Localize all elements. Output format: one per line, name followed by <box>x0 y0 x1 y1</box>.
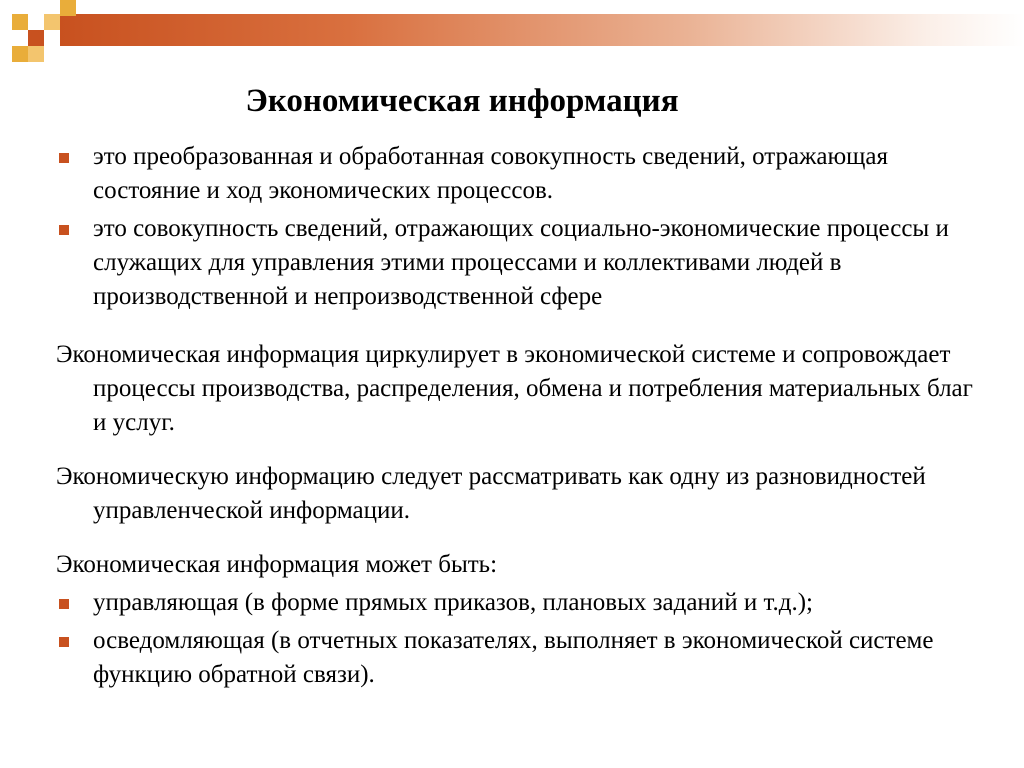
list-item <box>56 624 976 692</box>
definition-text: это преобразованная и обработанная совокупность сведений, отражающая состояние и ход экономических процессов. <box>93 143 888 204</box>
square-bullet-icon <box>59 599 69 609</box>
paragraph-types-intro: Экономическая информация может быть: <box>56 551 498 578</box>
square-bullet-icon <box>59 637 69 647</box>
slide-title: Экономическая информация <box>245 83 679 119</box>
type-text: управляющая (в форме прямых приказов, плановых заданий и т.д.); <box>93 589 813 616</box>
square-bullet-icon <box>59 225 69 235</box>
header-gradient-bar <box>60 14 1024 46</box>
decor-square <box>28 30 44 46</box>
decor-square <box>44 14 60 30</box>
decor-square <box>60 0 76 16</box>
list-item <box>56 212 976 314</box>
types-list <box>56 586 976 692</box>
decor-square <box>28 46 44 62</box>
type-text: осведомляющая (в отчетных показателях, выполняет в экономической системе функцию обратной связи). <box>93 627 934 688</box>
definition-text: это совокупность сведений, отражающих социально-экономические процессы и служащих для управления этими процессами и коллективами людей в производственной и непроизводственной сфере <box>93 215 949 310</box>
list-item <box>56 140 976 208</box>
decor-square <box>12 14 28 30</box>
square-bullet-icon <box>59 153 69 163</box>
slide-content <box>56 140 976 696</box>
definitions-list <box>56 140 976 314</box>
list-item <box>56 586 976 620</box>
decor-square <box>12 46 28 62</box>
paragraph-management: Экономическую информацию следует рассматривать как одну из разновидностей управленческой информации. <box>56 463 926 524</box>
paragraph-circulation: Экономическая информация циркулирует в экономической системе и сопровождает процессы производства, распределения, обмена и потребления материальных благ и услуг. <box>56 341 973 436</box>
